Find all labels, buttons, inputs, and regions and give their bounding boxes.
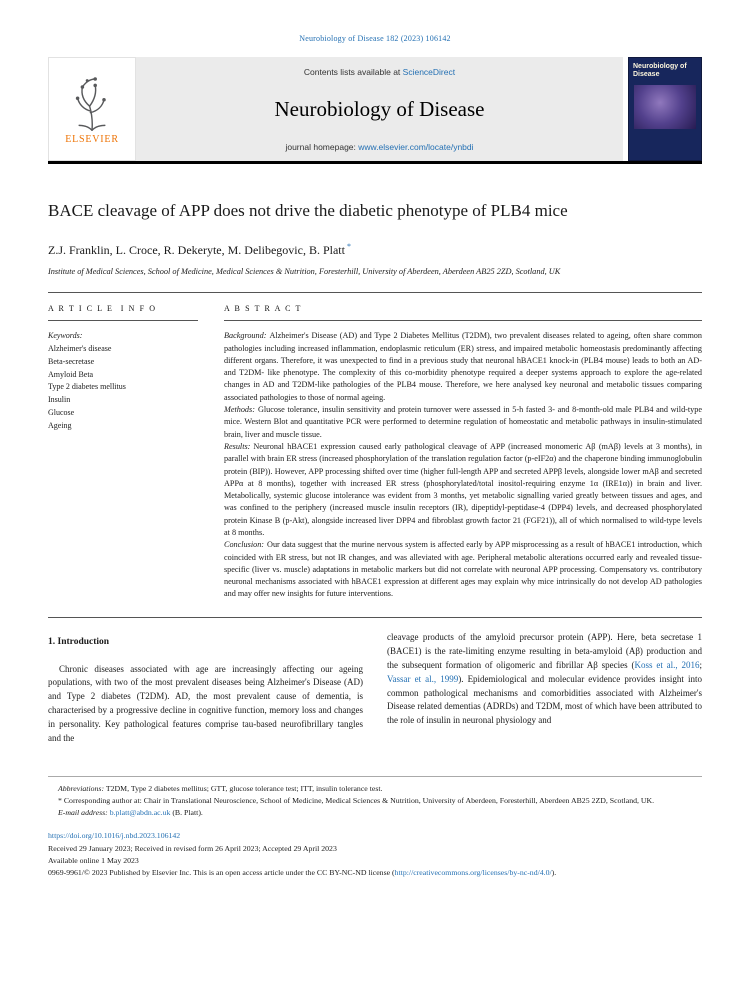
journal-citation-link[interactable]: Neurobiology of Disease 182 (2023) 106142: [299, 34, 451, 43]
abstract-background-text: Alzheimer's Disease (AD) and Type 2 Diabetes Mellitus (T2DM), two prevalent diseases related to ageing, often share common pathologies including increased inflammation, endoplasmic reticulum (ER) stress, and impaired metabolic homeostasis predominantly affecting different organs. Therefore, it was unexpected to find in a previous study that neuronal hBACE1 knock-in (PLB4 mouse) leads to both an AD- and T2DM- like phenotype. The complexity of this co-morbidity phenotype required a deeper systems approach to explore the age-related changes in AD and T2DM-like pathologies of the PLB4 mouse. Therefore, we here analysed key neuronal and metabolic tissues comparing associated pathologies to those of normal ageing.: [224, 331, 702, 402]
elsevier-logo-text: ELSEVIER: [65, 133, 119, 145]
main-text: [48, 631, 702, 746]
article-info-heading: A R T I C L E I N F O: [48, 304, 198, 321]
keyword: Type 2 diabetes mellitus: [48, 382, 126, 392]
journal-title: Neurobiology of Disease: [274, 97, 485, 121]
citation-link-koss-2016[interactable]: Koss et al., 2016: [634, 659, 700, 670]
article-title: BACE cleavage of APP does not drive the diabetic phenotype of PLB4 mice: [48, 201, 568, 220]
journal-header: [48, 57, 702, 161]
author-names: Z.J. Franklin, L. Croce, R. Dekeryte, M. Delibegovic, B. Platt: [48, 243, 345, 258]
footnote-rule: [48, 776, 702, 777]
available-online-line: Available online 1 May 2023: [48, 856, 139, 866]
journal-cover-image: [634, 85, 696, 129]
email-suffix: (B. Platt).: [170, 807, 203, 817]
copyright-line: [48, 867, 702, 879]
abstract-results-label: Results:: [224, 441, 251, 451]
journal-cover-thumbnail[interactable]: [628, 57, 702, 161]
email-label: E-mail address:: [58, 807, 108, 817]
abbreviations-note: [48, 783, 702, 795]
abstract-methods-label: Methods:: [224, 405, 255, 415]
footnotes: [48, 776, 702, 818]
journal-banner: [136, 57, 623, 161]
keywords-label: Keywords:: [48, 331, 83, 341]
affiliation: Institute of Medical Sciences, School of Medicine, Medical Sciences & Nutrition, Foresterhill, University of Aberdeen, Aberdeen AB25 2ZD, Scotland, UK: [48, 267, 561, 277]
keyword: Amyloid Beta: [48, 369, 94, 379]
citation-link-vassar-1999[interactable]: Vassar et al., 1999: [387, 673, 459, 684]
top-section-rule: [48, 292, 702, 293]
elsevier-tree-icon: [68, 74, 116, 132]
main-column-left: [48, 631, 363, 746]
elsevier-logo[interactable]: [48, 57, 136, 161]
sciencedirect-link[interactable]: ScienceDirect: [402, 67, 456, 77]
intro-right-text-1: cleavage products of the amyloid precursor protein (APP). Here, beta secretase 1 (BACE1) is the rate-limiting enzyme resulting in beta-amyloid (Aβ) production and the subsequent formation of oligomeric and fibrillar Aβ species (: [387, 631, 702, 670]
journal-homepage-link[interactable]: www.elsevier.com/locate/ynbdi: [358, 142, 474, 152]
abbreviations-label: Abbreviations:: [58, 784, 105, 794]
contents-lists-text: Contents lists available at: [303, 67, 403, 77]
journal-cover-footer: [629, 131, 701, 160]
info-abstract-block: [48, 304, 702, 601]
corresponding-author-mark[interactable]: *: [346, 242, 351, 252]
keyword: Beta-secretase: [48, 356, 95, 366]
email-link[interactable]: b.platt@abdn.ac.uk: [109, 807, 171, 817]
journal-homepage-line: [142, 142, 617, 152]
article-info-section: [48, 304, 198, 601]
received-line: Received 29 January 2023; Received in revised form 26 April 2023; Accepted 29 April 2023: [48, 844, 337, 854]
author-list: [48, 242, 702, 258]
copyright-suffix: ).: [551, 868, 557, 878]
corresponding-note-text: Corresponding author at: Chair in Translational Neuroscience, School of Medicine, Medical Sciences & Nutrition, University of Aberdeen, Foresterhill, Aberdeen AB25 2ZD, Scotland, UK.: [61, 795, 655, 805]
abstract-background: [224, 330, 702, 404]
corresponding-author-note: [48, 795, 702, 807]
email-note: [48, 807, 702, 819]
abstract-bottom-rule: [48, 617, 702, 618]
corresponding-note-mark: *: [58, 795, 62, 805]
keyword: Ageing: [48, 420, 72, 430]
abstract-conclusion-label: Conclusion:: [224, 540, 265, 550]
abstract-results: [224, 441, 702, 539]
license-link[interactable]: http://creativecommons.org/licenses/by-nc-nd/4.0/: [394, 868, 552, 878]
abstract-methods: [224, 404, 702, 441]
main-column-right: [387, 631, 702, 746]
header-rule: [48, 161, 702, 164]
abstract-body: [224, 330, 702, 601]
keyword: Alzheimer's disease: [48, 344, 112, 354]
contents-lists-line: [142, 67, 617, 77]
doi-link[interactable]: https://doi.org/10.1016/j.nbd.2023.106142: [48, 831, 181, 841]
abstract-background-label: Background:: [224, 331, 267, 341]
homepage-label: journal homepage:: [285, 142, 359, 152]
abbreviations-text: T2DM, Type 2 diabetes mellitus; GTT, glucose tolerance test; ITT, insulin tolerance test.: [104, 784, 383, 794]
keyword: Glucose: [48, 408, 75, 418]
intro-heading: 1. Introduction: [48, 636, 110, 647]
intro-paragraph-continued: [387, 631, 702, 729]
intro-paragraph: Chronic diseases associated with age are increasingly affecting our ageing populations, with two of the most prevalent diseases being Alzheimer's Disease (AD) and Type 2 diabetes (T2DM). AD, the most prevalent cause of dementia, is characterised by a progressive decline in cognitive function, memory loss and changes in personality. Key pathological features comprise tau-based neurofibrillary tangles and the: [48, 663, 363, 744]
journal-cover-title: Neurobiology of Disease: [633, 63, 687, 79]
abstract-conclusion-text: Our data suggest that the murine nervous system is affected early by APP misprocessing as a result of hBACE1 introduction, which coincided with ER stress, but not IR changes, and was alleviated with age. Peripheral metabolic alterations occurred early and revealed tissue-specific (liver vs. muscle) adaptations in metabolic markers but did not correlate with neuronal APP processing. Compensatory vs. contributory neuronal mechanisms associated with hBACE1 expression at different ages may explain why mice intrinsically do not develop AD pathologies and may offer new insights for future interventions.: [224, 540, 702, 599]
doi-line: [48, 830, 702, 842]
abstract-results-text: Neuronal hBACE1 expression caused early pathological cleavage of APP (increased monomeric Aβ (mAβ) levels at 3 months), in parallel with brain ER stress (increased phosphorylation of the translation regulation factor (p-eIF2α) and the chaperone binding immunoglobulin protein (BIP)). However, APP processing shifted over time (higher full-length APP and secreted APPβ levels, alongside lower mAβ and secreted APPα at 8 months), together with increased ER stress (phosphorylated/total inositol-requiring enzyme 1α (IRE1α)) in brain and liver. Metabolically, systemic glucose intolerance was evident from 3 months, yet metabolic signalling varied greatly between tissues and ages, and was confined to the periphery (increased muscle insulin receptors (IR), dipeptidyl-peptidase-4 (DPP4) levels, and decreased phosphorylated protein Kinase B (p-Akt), alongside increased liver DPP4 and fibroblast growth factor 21 (FGF21)), all of which normalised to wild-type levels at 8 months.: [224, 441, 702, 537]
copyright-text: 0969-9961/© 2023 Published by Elsevier Inc. This is an open access article under the CC BY-NC-ND license (: [48, 868, 395, 878]
citation-separator: ;: [699, 659, 702, 670]
abstract-methods-text: Glucose tolerance, insulin sensitivity and protein turnover were assessed in 5-h fasted 3- and 8-month-old male PLB4 and wild-type mice. Western Blot and quantitative PCR were performed to determine regulation of homeostatic and metabolic pathways in insulin-stimulated brain, liver and muscle tissue.: [224, 405, 702, 439]
keyword: Insulin: [48, 395, 71, 405]
abstract-conclusion: [224, 539, 702, 600]
intro-right-text-2: ). Epidemiological and molecular evidence provides insight into common pathological mechanisms and comorbidities associated with Alzheimer's Disease related dementias (ADRDs) and T2DM, most of which have been attributed to the role of insulin in neuronal physiology and: [387, 673, 703, 726]
publication-info: [48, 830, 702, 879]
abstract-heading: A B S T R A C T: [224, 304, 702, 321]
abstract-section: [224, 304, 702, 601]
keywords-list: [48, 330, 198, 432]
